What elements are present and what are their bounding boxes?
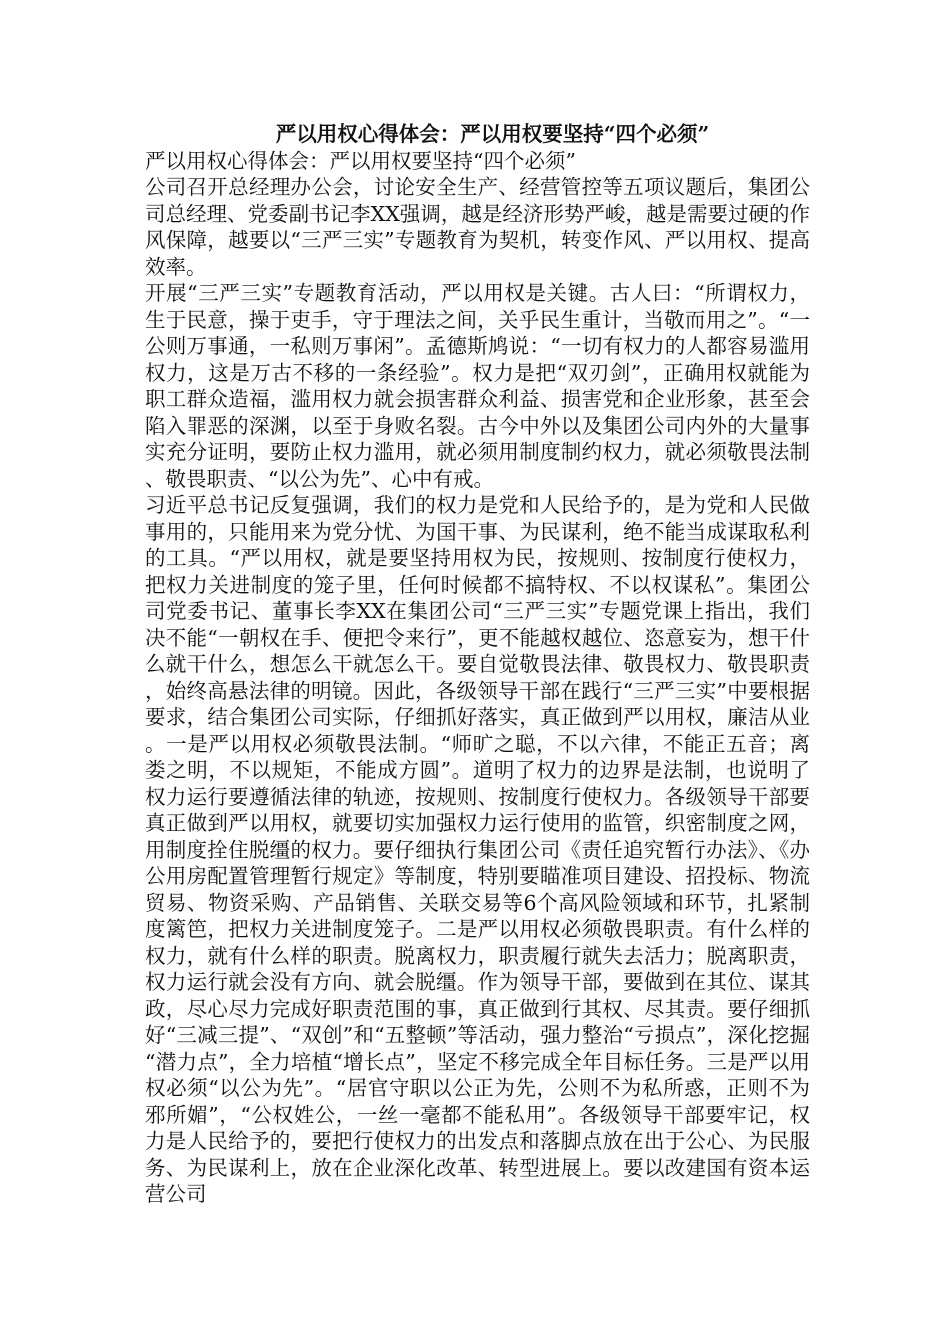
subtitle-paragraph: 严以用权心得体会：严以用权要坚持“四个必须”: [145, 148, 576, 173]
paragraph-four-musts: 习近平总书记反复强调，我们的权力是党和人民给予的，是为党和人民做事用的，只能用来为党分忧、为国干事、为民谋利，绝不能当成谋取私利的工具。“严以用权，就是要坚持用权为民，按规则、按制度行使权力，把权力关进制度的笼子里，任何时候都不搞特权、不以权谋私”。集团公司党委书记、董事长李XX在集团公司“三严三实”专题党课上指出，我们决不能“一朝权在手、便把令来行”，更不能越权越位、恣意妄为，想干什么就干什么，想怎么干就怎么干。要自觉敬畏法律、敬畏权力、敬畏职责，始终高悬法律的明镜。因此，各级领导干部在践行“三严三实”中要根据要求，结合集团公司实际，仔细抓好落实，真正做到严以用权，廉洁从业。一是严以用权必须敬畏法制。“师旷之聪，不以六律，不能正五音；离娄之明，不以规矩，不能成方圆”。道明了权力的边界是法制，也说明了权力运行要遵循法律的轨迹，按规则、按制度行使权力。各级领导干部要真正做到严以用权，就要切实加强权力运行使用的监管，织密制度之网，用制度拴住脱缰的权力。要仔细执行集团公司《责任追究暂行办法》、《办公用房配置管理暂行规定》等制度，特别要瞄准项目建设、招投标、物流贸易、物资采购、产品销售、关联交易等6个高风险领域和环节，扎紧制度篱笆，把权力关进制度笼子。二是严以用权必须敬畏职责。有什么样的权力，就有什么样的职责。脱离权力，职责履行就失去活力；脱离职责，权力运行就会没有方向、就会脱缰。作为领导干部，要做到在其位、谋其政，尽心尽力完成好职责范围的事，真正做到行其权、尽其责。要仔细抓好“三减三提”、“双创”和“五整顿”等活动，强力整治“亏损点”，深化挖掘“潜力点”，全力培植“增长点”，坚定不移完成全年目标任务。三是严以用权必须“以公为先”。“居官守职以公正为先，公则不为私所惑，正则不为邪所媚”，“公权姓公，一丝一毫都不能私用”。各级领导干部要牢记，权力是人民给予的，要把行使权力的出发点和落脚点放在出于公心、为民服务、为民谋利上，放在企业深化改革、转型进展上。要以改建国有资本运营公司: [145, 493, 810, 1206]
paragraph-meeting: 公司召开总经理办公会，讨论安全生产、经营管控等五项议题后，集团公司总经理、党委副书记李XX强调，越是经济形势严峻，越是需要过硬的作风保障，越要以“三严三实”专题教育为契机，转变作风、严以用权、提高效率。: [145, 175, 810, 279]
document-body: [145, 121, 810, 1208]
paragraph-power-key: 开展“三严三实”专题教育活动，严以用权是关键。古人曰：“所谓权力，生于民意，操于吏手，守于理法之间，关乎民生重计，当敬而用之”。“一公则万事通，一私则万事闲”。孟德斯鸠说：“一切有权力的人都容易滥用权力，这是万古不移的一条经验”。权力是把“双刃剑”，正确用权就能为职工群众造福，滥用权力就会损害群众利益、损害党和企业形象，甚至会陷入罪恶的深渊，以至于身败名裂。古今中外以及集团公司内外的大量事实充分证明，要防止权力滥用，就必须用制度制约权力，就必须敬畏法制、敬畏职责、“以公为先”、心中有戒。: [145, 281, 810, 491]
document-title: 严以用权心得体会：严以用权要坚持“四个必须”: [275, 122, 710, 146]
